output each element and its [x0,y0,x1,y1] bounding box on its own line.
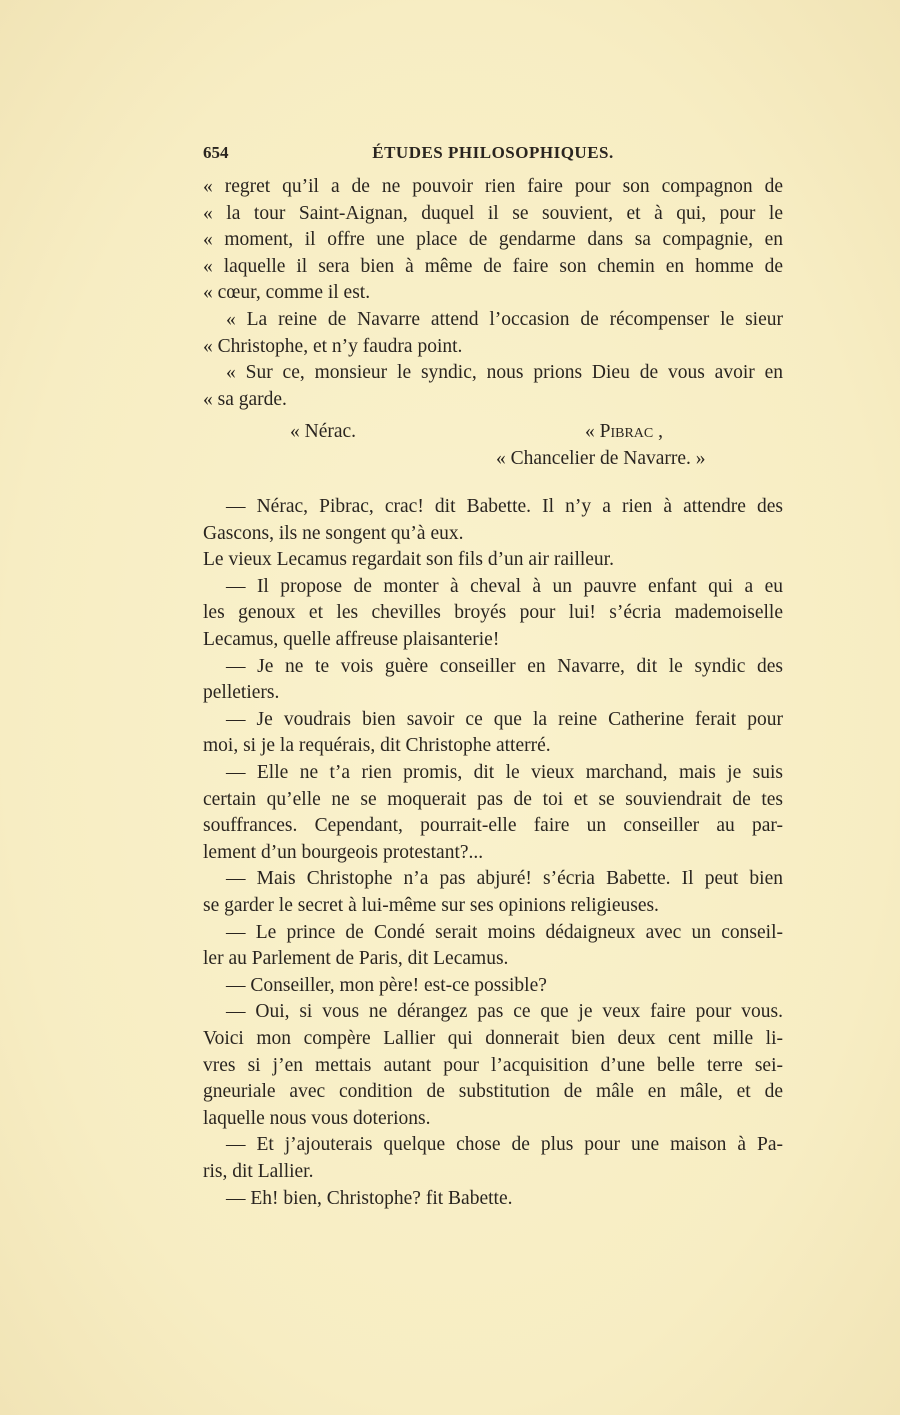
text-line: — Elle ne t’a rien promis, dit le vieux marchand, mais je suis [226,762,783,783]
text-line: moi, si je la requérais, dit Christophe atterré. [203,735,551,757]
text-line: souffrances. Cependant, pourrait-elle faire un conseiller au par- [203,815,783,837]
text-line: Lecamus, quelle affreuse plaisanterie! [203,629,500,650]
text-line: Voici mon compère Lallier qui donnerait bien deux cent mille li- [203,1028,783,1049]
text-line: « sa garde. [203,388,287,410]
text-line: — Conseiller, mon père! est-ce possible? [226,974,547,996]
text-line: gneuriale avec condition de substitution de mâle en mâle, et de [203,1081,783,1103]
signature-name-prefix: « [585,421,600,442]
text-line: « la tour Saint-Aignan, duquel il se souvient, et à qui, pour le [203,202,783,224]
page-number: 654 [203,143,229,162]
running-title: ÉTUDES PHILOSOPHIQUES. [372,143,614,162]
text-line: lement d’un bourgeois protestant?... [203,841,484,863]
text-line: laquelle nous vous doterions. [203,1107,431,1129]
text-line: « cœur, comme il est. [203,282,371,304]
text-line: « moment, il offre une place de gendarme dans sa compagnie, en [203,229,783,251]
text-line: Le vieux Lecamus regardait son fils d’un air railleur. [203,549,614,571]
text-line: les genoux et les chevilles broyés pour lui! s’écria mademoiselle [203,602,783,624]
text-line: vres si j’en mettais autant pour l’acquisition d’une belle terre sei- [203,1054,783,1076]
text-line: — Nérac, Pibrac, crac! dit Babette. Il n’y a rien à attendre des [226,496,783,517]
text-line: — Je ne te vois guère conseiller en Navarre, dit le syndic des [226,655,783,677]
text-line: pelletiers. [203,682,280,704]
signature-name-text: Pibrac [599,421,654,442]
text-line: — Le prince de Condé serait moins dédaigneux avec un conseil- [226,921,783,943]
text-line: « La reine de Navarre attend l’occasion de récompenser le sieur [226,309,783,330]
text-line: « Christophe, et n’y faudra point. [203,335,463,357]
text-line: « Sur ce, monsieur le syndic, nous prions Dieu de vous avoir en [226,362,783,384]
text-line: — Eh! bien, Christophe? fit Babette. [226,1187,513,1209]
text-line: ris, dit Lallier. [203,1161,314,1182]
text-line: se garder le secret à lui-même sur ses opinions religieuses. [203,895,659,916]
text-line: — Et j’ajouterais quelque chose de plus pour une maison à Pa- [226,1134,783,1156]
text-line: — Oui, si vous ne dérangez pas ce que je veux faire pour vous. [226,1001,783,1023]
text-line: Gascons, ils ne songent qu’à eux. [203,522,464,544]
text-line: « regret qu’il a de ne pouvoir rien faire pour son compagnon de [203,176,783,197]
running-header [203,143,783,167]
signature-name-suffix: , [653,421,664,442]
signature-title: « Chancelier de Navarre. » [496,448,706,469]
text-line: — Il propose de monter à cheval à un pauvre enfant qui a eu [226,575,783,597]
text-line: ler au Parlement de Paris, dit Lecamus. [203,948,509,970]
text-line: — Mais Christophe n’a pas abjuré! s’écria Babette. Il peut bien [226,868,783,890]
signature-place: « Nérac. [290,421,357,442]
signature-name [585,420,663,444]
text-line: — Je voudrais bien savoir ce que la reine Catherine ferait pour [226,708,783,730]
text-line: « laquelle il sera bien à même de faire son chemin en homme de [203,255,783,277]
text-line: certain qu’elle ne se moquerait pas de toi et se souviendrait de tes [203,788,783,810]
